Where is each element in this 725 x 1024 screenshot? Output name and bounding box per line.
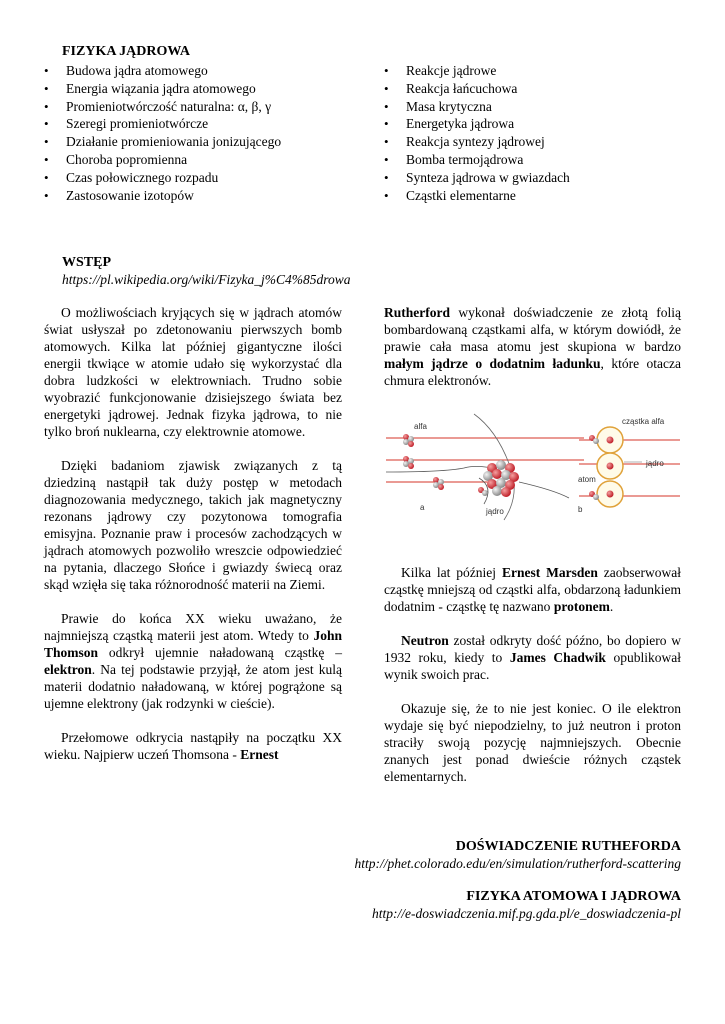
list-item: • Promieniotwórczość naturalna: α, β, γ: [40, 98, 281, 116]
name-james-chadwik: James Chadwik: [509, 650, 606, 665]
name-ernest: Ernest: [240, 747, 279, 762]
term-proton: protonem: [553, 599, 610, 614]
list-item: • Budowa jądra atomowego: [40, 62, 281, 80]
list-item: • Masa krytyczna: [380, 98, 570, 116]
label-nucleus-a: jądro: [486, 507, 504, 516]
list-item: • Szeregi promieniotwórcze: [40, 115, 281, 133]
paragraph-marsden: Kilka lat później Ernest Marsden zaobserwował cząstkę mniejszą od cząstki alfa, obdarzoną ładunkiem dodatnim - cząstkę tę nazwano protonem.: [384, 565, 681, 614]
paragraph-elementary-particles: Okazuje się, że to nie jest koniec. O ile elektron wydaje się być niepodzielny, to już neutron i proton straciły swoją pozycję najmniejszych. Obecnie znanych jest ponad dwieście różnych cząstek elementarnych.: [384, 701, 681, 784]
name-ernest-marsden: Ernest Marsden: [501, 565, 598, 580]
list-item: • Czas połowicznego rozpadu: [40, 169, 281, 187]
left-column: [44, 304, 342, 763]
list-item: • Reakcja syntezy jądrowej: [380, 133, 570, 151]
list-item: • Bomba termojądrowa: [380, 151, 570, 169]
label-alfa: alfa: [414, 422, 427, 431]
term-electron: elektron: [44, 662, 92, 677]
topic-list-left: [40, 62, 281, 204]
label-b: b: [578, 505, 583, 514]
right-column-top: [384, 304, 681, 389]
list-item: • Energetyka jądrowa: [380, 115, 570, 133]
paragraph-intro: O możliwościach kryjących się w jądrach atomów świat usłyszał po zdetonowaniu pierwszych bomb atomowych. Kilka lat później gigantyczne ilości energii tkwiące w atomie udało się wykorzystać dla dobra ludzkości w elektrowniach. Trudno sobie wyobrazić funkcjonowanie dzisiejszego świata bez energetyki jądrowej. Jednak fizyka jądrowa, to nie tylko broń nuklearna, czy elektrownie atomowe.: [44, 305, 342, 439]
reference-title: DOŚWIADCZENIE RUTHEFORDA: [455, 839, 681, 854]
list-item: • Choroba popromienna: [40, 151, 281, 169]
term-neutron: Neutron: [401, 633, 449, 648]
paragraph-medicine: Dzięki badaniom zjawisk związanych z tą dziedziną nastąpił tak duży postęp w metodach diagnozowania medycznego, takich jak magnetyczny rezonans jądrowy czy pozytonowa tomografia emisyjna. Poznanie praw i procesów zachodzących w jądrach atomowych pozwoliło wreszcie odpowiedzieć na pytania, dlaczego Słońce i gwiazdy świecą oraz skąd wzięła się taka różnorodność materii na Ziemi.: [44, 458, 342, 592]
list-item: • Reakcja łańcuchowa: [380, 80, 570, 98]
list-item: • Zastosowanie izotopów: [40, 187, 281, 205]
name-john-thomson: John Thomson: [44, 628, 342, 660]
list-item: • Energia wiązania jądra atomowego: [40, 80, 281, 98]
section-title-nuclear-physics: FIZYKA JĄDROWA: [62, 44, 190, 59]
reference-rutherford: [355, 839, 681, 872]
list-item: • Działanie promieniowania jonizującego: [40, 133, 281, 151]
label-alpha-particle: cząstka alfa: [622, 417, 665, 426]
label-nucleus-b: jądro: [646, 459, 664, 468]
reference-title: FIZYKA ATOMOWA I JĄDROWA: [466, 889, 681, 904]
name-rutherford: Rutherford: [384, 305, 450, 320]
list-item: • Reakcje jądrowe: [380, 62, 570, 80]
rutherford-experiment-diagram: [384, 402, 680, 524]
paragraph-breakthrough: Przełomowe odkrycia nastąpiły na początku XX wieku. Najpierw uczeń Thomsona - Ernest: [44, 730, 342, 762]
topic-list-right: [380, 62, 570, 204]
reference-link[interactable]: http://phet.colorado.edu/en/simulation/rutherford-scattering: [354, 856, 681, 871]
paragraph-neutron: Neutron został odkryty dość późno, bo dopiero w 1932 roku, kiedy to James Chadwik opublikował wynik swoich prac.: [384, 633, 681, 682]
right-column-bottom: [384, 564, 681, 785]
label-atom: atom: [578, 475, 596, 484]
reference-atomic-physics: [372, 889, 681, 922]
label-a: a: [420, 503, 425, 512]
paragraph-thomson: Prawie do końca XX wieku uważano, że najmniejszą cząstką materii jest atom. Wtedy to John Thomson odkrył ujemnie naładowaną cząstkę – elektron. Na tej podstawie przyjął, że atom jest kulą materii dodatnio naładowaną, w której pogrążone są ujemne elektrony (jak rodzynki w cieście).: [44, 611, 342, 711]
term-small-nucleus: małym jądrze o dodatnim ładunku: [384, 356, 601, 371]
intro-url-link[interactable]: https://pl.wikipedia.org/wiki/Fizyka_j%C4%85drowa: [62, 272, 351, 287]
list-item: • Cząstki elementarne: [380, 187, 570, 205]
intro-title: WSTĘP: [62, 255, 112, 270]
list-item: • Synteza jądrowa w gwiazdach: [380, 169, 570, 187]
paragraph-rutherford: Rutherford wykonał doświadczenie ze złotą folią bombardowaną cząstkami alfa, w którym dowiódł, że prawie cała masa atomu jest skupiona w bardzo małym jądrze o dodatnim ładunku, które otacza chmura elektronów.: [384, 305, 681, 388]
reference-link[interactable]: http://e-doswiadczenia.mif.pg.gda.pl/e_doswiadczenia-pl: [372, 906, 681, 921]
